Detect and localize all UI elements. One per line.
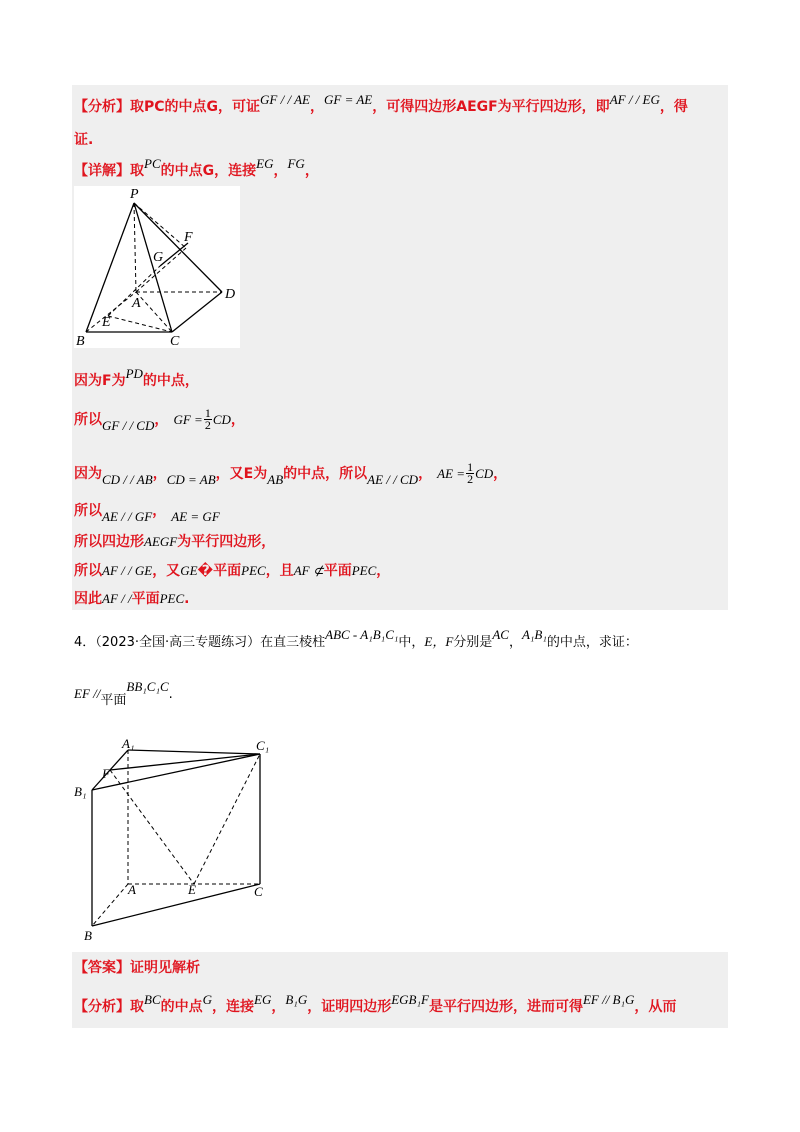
analysis-text: ，连接 [212,999,255,1015]
math-expr: PEC [351,563,377,578]
reason-text: 所以四边形 [74,534,144,550]
analysis-text: ，从而 [634,999,677,1015]
reason-text: 所以 [74,503,102,519]
reason-text: 因为F为 [74,373,126,389]
reason-text: �平面 [197,563,242,579]
math-expr: PD [125,366,143,381]
reason-line-7 [74,588,190,609]
detail-line [74,156,319,181]
math-expr: E，F [424,634,454,649]
math-expr: PEC [159,591,185,606]
reason-text: 平面 [323,563,352,579]
label-P: P [130,187,139,202]
label-C2: C [254,884,263,899]
question-text: 4．（2023·全国·高三专题练习）在直三棱柱 [74,635,326,650]
reason-text: ， [493,466,508,482]
math-expr: PC [144,156,161,171]
math-expr: G [202,992,213,1007]
reason-text: ， [230,412,245,428]
analysis-text: 证. [74,132,94,148]
question-text: 中， [398,635,425,650]
reason-line-2 [74,408,245,431]
reason-text: 所以 [74,412,102,428]
reason-line-5 [74,531,275,552]
reason-text: 平面 [131,591,160,607]
math-expr: GF = [173,412,203,427]
analysis-text: 取 [130,999,144,1015]
analysis-text: ，可得四边形AEGF为平行四边形，即 [372,99,610,115]
analysis-text: ，证明四边形 [307,999,392,1015]
question-4-line-1 [74,627,638,654]
math-expr: ABC - A₁B₁C₁ [325,627,399,642]
reason-text: 所以 [74,563,102,579]
math-expr: AEGF [144,534,178,549]
analysis-line [74,92,688,117]
label-B2: B [84,928,92,943]
label-E: E [102,315,111,330]
label-A1: A₁ [122,736,135,751]
label-B: B [76,334,85,348]
label-G: G [153,250,164,265]
math-expr: AE = GF [171,509,220,524]
math-expr: AE / / GF [102,509,153,524]
math-expr: BC [144,992,161,1007]
analysis2-line [74,992,677,1017]
math-expr: CD [212,412,231,427]
math-expr: CD / / AB [102,472,153,487]
detail-text: ， [273,163,288,179]
question-text: 的中点，求证： [546,635,638,650]
pyramid-figure [74,186,240,348]
reason-line-1 [74,366,199,391]
label-F: F [184,230,193,245]
math-expr: AE / / CD [367,472,419,487]
reason-text: 因为 [74,466,102,482]
reason-text: 为平行四边形， [177,534,276,550]
reason-text: ， [152,466,167,482]
reason-text: 因此 [74,591,102,607]
reason-text: ，又 [152,563,181,579]
math-expr: EGB₁F [391,992,429,1007]
reason-text: . [184,591,190,607]
reason-line-4 [74,500,220,524]
reason-text: 的中点， [142,373,199,389]
reason-line-3 [74,462,507,485]
math-expr: CD = AB [166,472,216,487]
math-expr: GE [180,563,198,578]
math-expr: CD [475,466,494,481]
question-text: . [168,687,173,702]
detail-text: ， [304,163,319,179]
label-F2: F [102,766,110,781]
label-E2: E [188,882,196,897]
label-B1: B₁ [74,784,87,799]
fraction-numerator: 1 [467,460,474,474]
fraction [466,462,474,485]
math-expr: B₁G [285,992,308,1007]
math-expr: GF / / AE [260,92,310,107]
reason-text: ，又E为 [215,466,268,482]
math-expr: EF // B₁G [582,992,635,1007]
math-expr: GF / / CD [102,418,155,433]
label-C1: C₁ [256,738,270,753]
reason-text: ， [418,466,433,482]
math-expr: A₁B₁ [521,627,547,642]
math-expr: GF = AE [323,92,373,107]
fraction [204,408,212,431]
reason-text: 的中点，所以 [283,466,368,482]
math-expr: BB₁C₁C [126,679,169,694]
fraction-denominator: 2 [467,472,474,486]
math-expr: EF // [74,686,101,701]
analysis-tag: 【分析】 [74,99,130,115]
analysis-text: ， [309,99,324,115]
math-expr: PEC [241,563,266,578]
label-C: C [170,334,180,348]
analysis-text: ，得 [659,99,688,115]
math-expr: EG [256,156,274,171]
math-expr: AF / / EG [609,92,660,107]
reason-line-6 [74,560,390,581]
question-text: ， [508,635,522,650]
math-expr: AF / / [102,591,132,606]
answer-tag: 【答案】 [74,960,130,976]
question-text: 分别是 [453,635,493,650]
analysis-text: 的中点 [160,999,203,1015]
question-text: 平面 [100,693,127,708]
question-4-line-2 [74,679,173,708]
math-expr: AF / / GE [102,563,153,578]
math-expr: AF ⊄ [293,563,324,578]
label-A: A [132,296,141,311]
fraction-numerator: 1 [204,406,211,420]
label-A2: A [128,882,136,897]
math-expr: AC [492,627,509,642]
detail-text: 的中点G，连接 [160,163,257,179]
reason-text: ， [152,503,167,519]
reason-text: ， [154,412,169,428]
answer-line [74,957,200,978]
label-D: D [225,287,236,302]
analysis2-tag: 【分析】 [74,999,130,1015]
reason-text: ，且 [265,563,294,579]
math-expr: FG [287,156,305,171]
reason-text: ， [376,563,391,579]
math-expr: EG [254,992,272,1007]
fraction-denominator: 2 [204,418,211,432]
analysis-text: ， [271,999,286,1015]
analysis-text: 取PC的中点G，可证 [130,99,261,115]
analysis-line-2 [74,129,93,150]
detail-tag: 【详解】 [74,163,130,179]
prism-figure [74,734,274,944]
analysis-text: 是平行四边形，进而可得 [428,999,583,1015]
math-expr: AB [267,472,284,487]
answer-text: 证明见解析 [130,960,200,976]
math-expr: AE = [437,466,466,481]
detail-text: 取 [130,163,144,179]
